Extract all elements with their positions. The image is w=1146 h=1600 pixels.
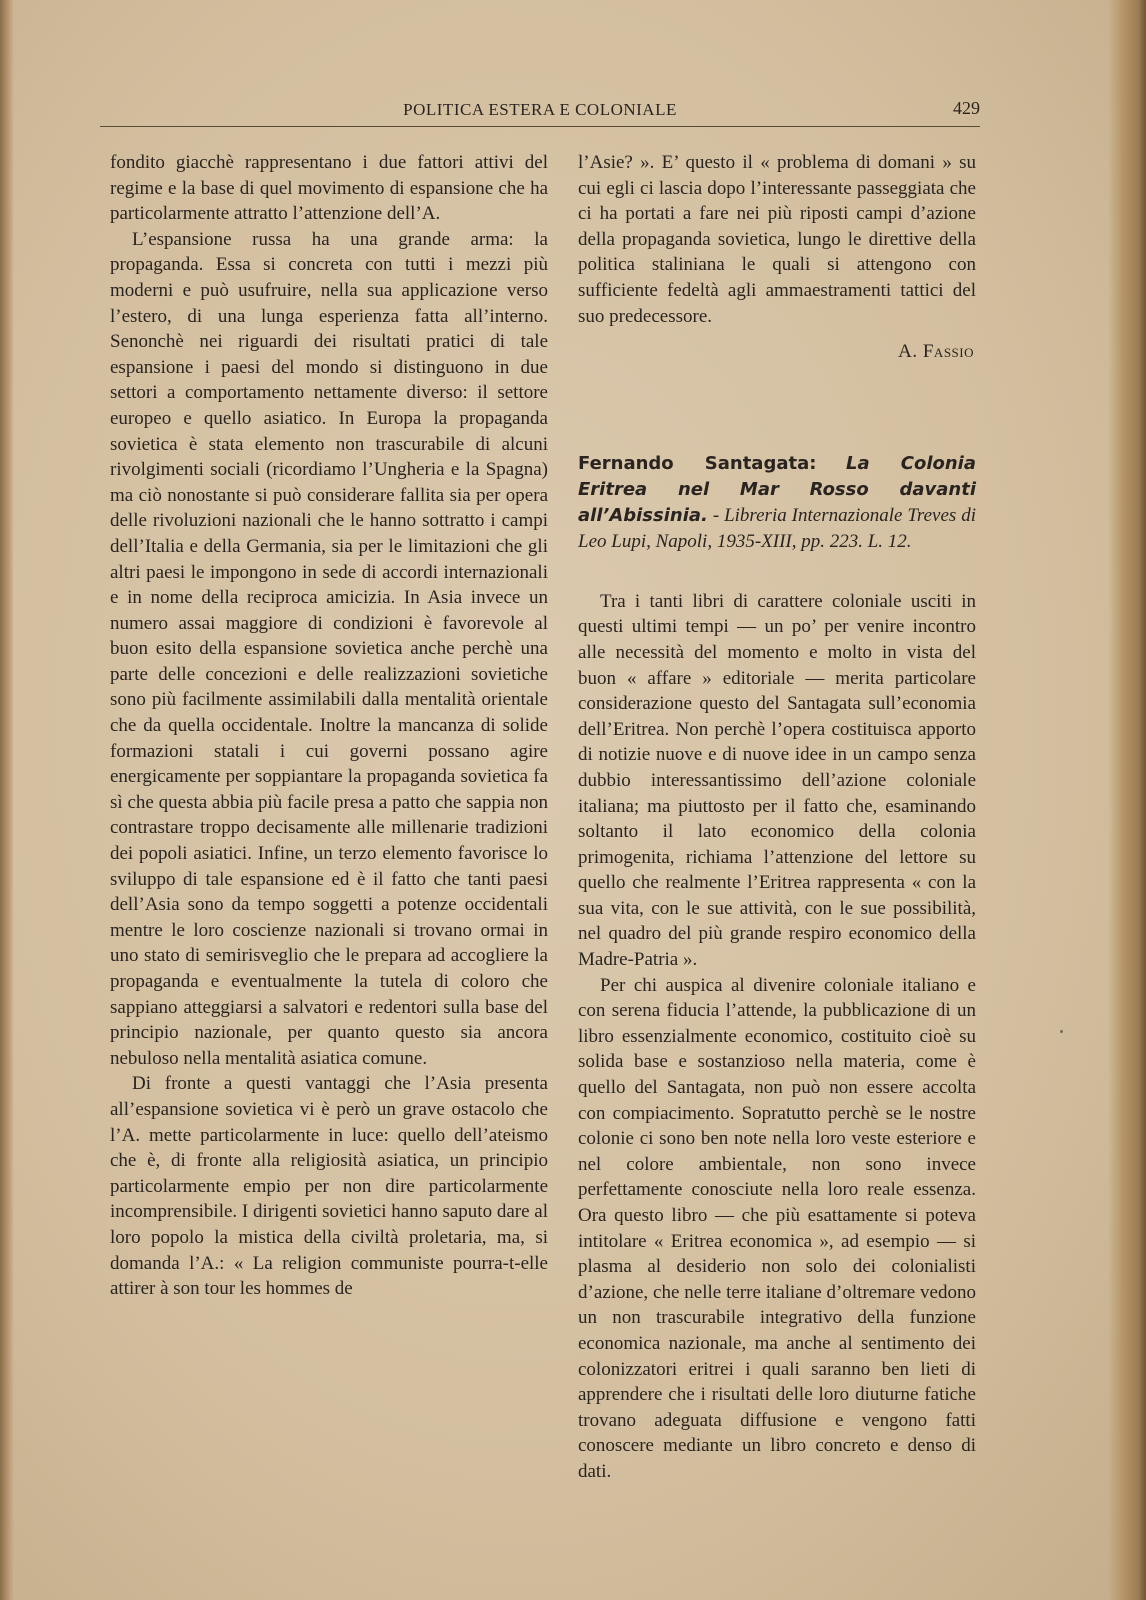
paragraph: fondito giacchè rappresentano i due fattori attivi del regime e la base di quel movimento di espansione che ha particolarmente attratto l’attenzione dell’A. [110, 152, 548, 225]
page-fore-edge [1108, 0, 1146, 1600]
left-column [110, 150, 548, 1302]
review-body [578, 589, 976, 1485]
paragraph: L’espansione russa ha una grande arma: la propaganda. Essa si concreta con tutti i mezzi più moderni e può usufruire, nella sua applicazione verso l’estero, di una lunga esperienza fatta all’interno. Senonchè nei riguardi dei risultati pratici di tale espansione i paesi del mondo si distinguono in due settori a comportamento nettamente diverso: il settore europeo e quello asiatico. In Europa la propaganda sovietica è stata elemento non trascurabile di alcuni rivolgimenti sociali (ricordiamo l’Ungheria e la Spagna) ma ciò nonostante si può considerare fallita sia per opera delle rivoluzioni nazionali che le hanno sottratto i campi dell’Italia e della Germania, sia per le limitazioni che gli altri paesi le impongono in sede di accordi internazionali e in nome della reciproca amicizia. In Asia invece un numero assai maggiore di condizioni è favorevole al buon esito della espansione sovietica anche perchè una parte delle concezioni e delle realizzazioni sovietiche sono più facilmente assimilabili dalla mentalità orientale che da quella occidentale. Inoltre la mancanza di solide formazioni statali i cui governi possano agire energicamente per soppiantare la propaganda sovietica fa sì che questa abbia più facile presa a patto che sappia non contrastare troppo decisamente alle millenarie tradizioni dei popoli asiatici. Infine, un terzo elemento favorisce lo sviluppo di tale espansione ed è il fatto che tanti paesi dell’Asia sono da tempo soggetti a potenze occidentali mentre le loro coscienze nazionali si trovano ormai in uno stato di semirisveglio che le prepara ad accogliere la propaganda e eventualmente la tutela di coloro che sappiano atteggiarsi a salvatori e redentori sulla base del principio nazionale, per quanto questo sia ancora nebuloso nella mentalità asiatica comune. [110, 228, 548, 1069]
review-author: Fernando Santagata: [578, 452, 817, 474]
review-book-title: La Colonia Eritrea nel Mar Rosso davanti all’Abissinia. [578, 452, 976, 526]
review-signature: A. Fassio [898, 341, 974, 363]
running-head: POLITICA ESTERA E COLONIALE [403, 100, 677, 119]
paragraph: Tra i tanti libri di carattere coloniale usciti in questi ultimi tempi — un po’ per venire incontro alle necessità del momento e molto in vista del buon « affare » editoriale — merita particolare considerazione questo del Santagata sull’economia dell’Eritrea. Non perchè l’opera costituisca apporto di notizie nuove e di nuove idee in un campo senza dubbio interessantissimo dell’azione coloniale italiana; ma piuttosto per il fatto che, esaminando soltanto il lato economico della colonia primogenita, richiama l’attenzione del lettore su quello che realmente l’Eritrea rappresenta « con la sua vita, con le sue attività, con le sue possibilità, nel quadro del più grande respiro economico della Madre-Patria ». [578, 590, 976, 971]
header-rule [100, 126, 980, 127]
paragraph: Di fronte a questi vantaggi che l’Asia presenta all’espansione sovietica vi è però un grave ostacolo che l’A. mette particolarmente in luce: quello dell’ateismo che è, di fronte alla religiosità asiatica, un principio particolarmente empio per non dire particolarmente incomprensibile. I dirigenti sovietici hanno saputo dare al loro popolo la mistica della civiltà proletaria, ma, si domanda l’A.: « La religion communiste pourra-t-elle attirer à son tour les hommes de [110, 1073, 548, 1300]
review-publisher: - Libreria Internazionale Treves di Leo Lupi, Napoli, 1935-XIII, pp. 223. L. 12. [578, 504, 977, 552]
review-heading [578, 451, 976, 555]
page-header [100, 98, 980, 124]
page-binding-edge [0, 0, 14, 1600]
right-column [578, 150, 976, 1485]
paragraph: l’Asie? ». E’ questo il « problema di domani » su cui egli ci lascia dopo l’interessante passeggiata che ci ha portati a fare nei più riposti campi d’azione della propaganda sovietica, lungo le direttive della politica staliniana le quali si attengono con sufficiente fedeltà agli ammaestramenti tattici del suo predecessore. [578, 152, 976, 327]
paragraph: Per chi auspica al divenire coloniale italiano e con serena fiducia l’attende, la pubblicazione di un libro essenzialmente economico, costituito cioè su solida base e sostanzioso nella materia, come è quello del Santagata, non può non essere accolta con compiacimento. Sopratutto perchè se le nostre colonie ci sono ben note nella loro veste esteriore e nel colore ambientale, non sono invece perfettamente conosciute nella loro reale essenza. Ora questo libro — che più esattamente si poteva intitolare « Eritrea economica », ad esempio — si plasma al desiderio non solo dei colonialisti d’azione, che nelle terre italiane d’oltremare vedono un non trascurabile integrativo della funzione economica nazionale, ma anche al sentimento dei colonizzatori eritrei i quali saranno ben lieti di apprendere che i risultati delle loro diuturne fatiche trovano adeguata diffusione e vengono fatti conoscere mediante un libro concreto e denso di dati. [578, 974, 976, 1482]
paper-speck [1060, 1030, 1063, 1033]
page-number: 429 [953, 98, 980, 118]
